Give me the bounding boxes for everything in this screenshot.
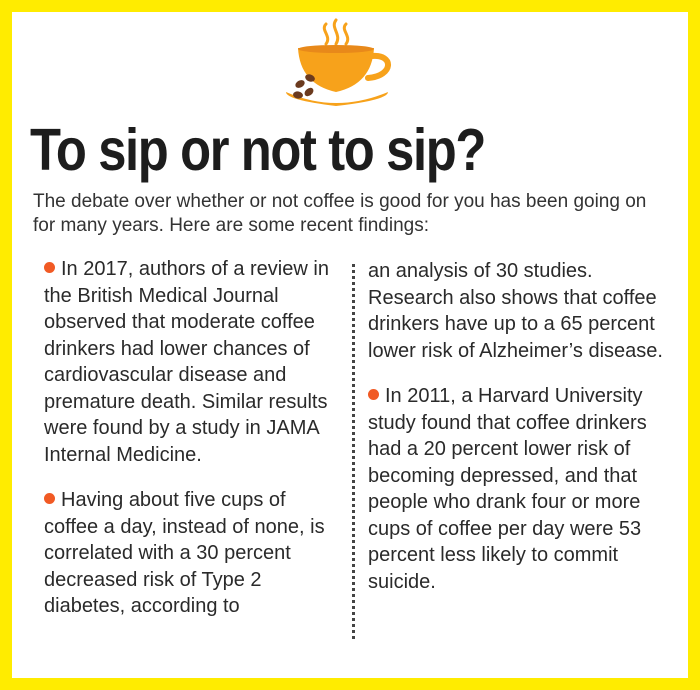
bullet-icon	[368, 389, 379, 400]
finding-text: Having about five cups of coffee a day, instead of none, is correlated with a 30 percent decreased risk of Type 2 diabetes, according to	[44, 489, 325, 617]
coffee-beans-icon	[292, 73, 315, 99]
bullet-icon	[44, 262, 55, 273]
page-title: To sip or not to sip?	[30, 117, 485, 183]
finding-text: an analysis of 30 studies. Research also shows that coffee drinkers have up to a 65 percent lower risk of Alzheimer’s disease.	[368, 260, 663, 362]
steam-icon	[324, 24, 327, 44]
finding-paragraph	[44, 256, 344, 468]
intro-text: The debate over whether or not coffee is good for you has been going on for many years. Here are some recent findings:	[33, 191, 647, 236]
left-column	[44, 256, 344, 639]
finding-text: In 2017, authors of a review in the British Medical Journal observed that moderate coffee drinkers had lower chances of cardiovascular disease and premature death. Similar results were found by a study in JAMA Internal Medicine.	[44, 258, 329, 466]
bullet-icon	[44, 493, 55, 504]
right-column	[368, 258, 668, 614]
coffee-cup-icon	[276, 18, 406, 118]
finding-paragraph	[368, 383, 668, 595]
column-divider	[352, 264, 355, 639]
finding-paragraph	[44, 487, 344, 620]
finding-text: In 2011, a Harvard University study found that coffee drinkers had a 20 percent lower risk of becoming depressed, and that people who drank four or more cups of coffee per day were 53 percent less likely to commit suicide.	[368, 385, 647, 593]
finding-paragraph-continued	[368, 258, 668, 364]
